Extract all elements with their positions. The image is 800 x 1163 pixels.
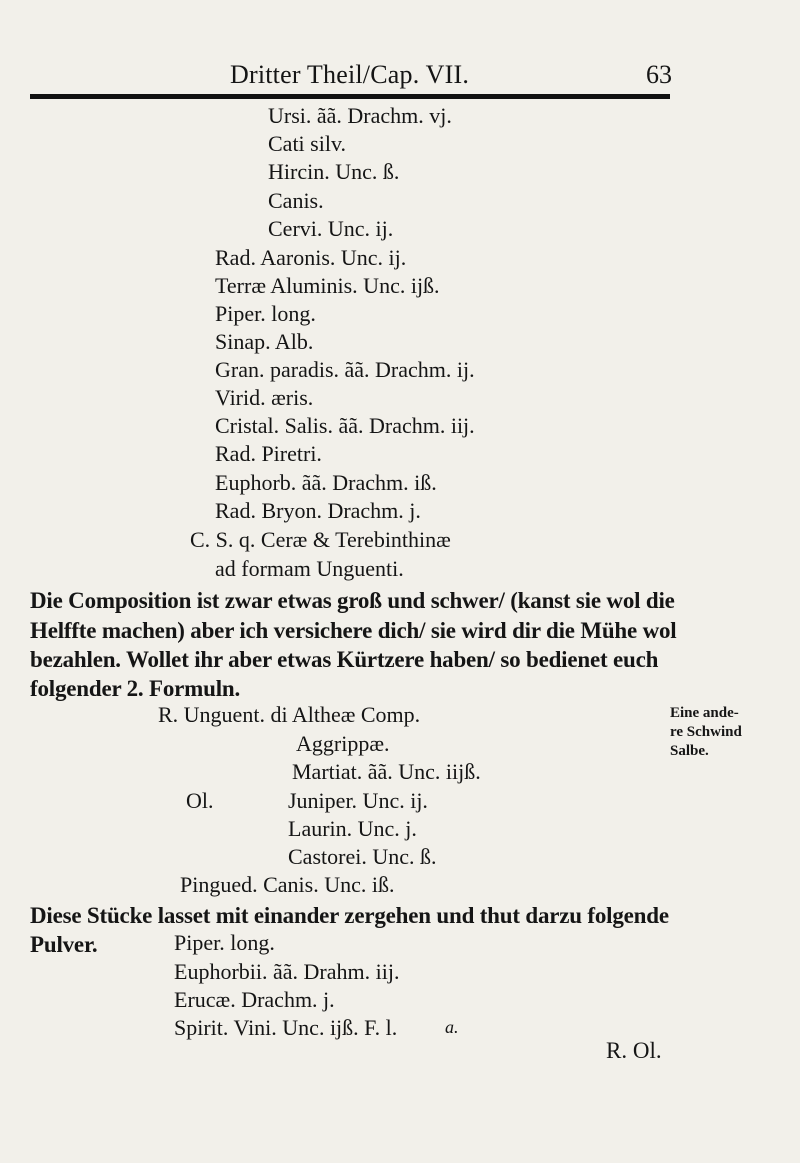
- recipe-line: Piper. long.: [174, 930, 275, 955]
- recipe-line: Ol.: [186, 788, 214, 813]
- recipe-line: Euphorbii. ãã. Drahm. iij.: [174, 959, 400, 984]
- recipe-line: Rad. Aaronis. Unc. ij.: [215, 245, 407, 270]
- recipe-line: Virid. æris.: [215, 385, 314, 410]
- recipe-line: Hircin. Unc. ß.: [268, 159, 400, 184]
- margin-note-line: Eine ande-: [670, 705, 739, 721]
- recipe-line: Sinap. Alb.: [215, 329, 314, 354]
- recipe-line: C. S. q. Ceræ & Terebinthinæ: [190, 527, 451, 552]
- recipe-line: Gran. paradis. ãã. Drachm. ij.: [215, 357, 475, 382]
- prose-line: Diese Stücke lasset mit einander zergehen und thut darzu folgende: [30, 903, 669, 928]
- recipe-line: ad formam Unguenti.: [215, 556, 404, 581]
- margin-note-line: re Schwind: [670, 724, 742, 740]
- recipe-line: Rad. Bryon. Drachm. j.: [215, 498, 421, 523]
- margin-note-line: Salbe.: [670, 743, 709, 759]
- recipe-line: Terræ Aluminis. Unc. ijß.: [215, 273, 440, 298]
- header-rule: [30, 94, 670, 99]
- recipe-line: Spirit. Vini. Unc. ijß. F. l.: [174, 1015, 398, 1040]
- recipe-line: Rad. Piretri.: [215, 441, 322, 466]
- recipe-line: Cristal. Salis. ãã. Drachm. iij.: [215, 413, 475, 438]
- prose-line: bezahlen. Wollet ihr aber etwas Kürtzere haben/ so bedienet euch: [30, 647, 659, 672]
- recipe-line: Erucæ. Drachm. j.: [174, 987, 335, 1012]
- recipe-line: R. Unguent. di Altheæ Comp.: [158, 702, 421, 727]
- page-number: 63: [646, 60, 672, 89]
- running-header: Dritter Theil/Cap. VII.: [230, 60, 470, 89]
- recipe-line: Castorei. Unc. ß.: [288, 844, 437, 869]
- recipe-line: Piper. long.: [215, 301, 316, 326]
- catchword: R. Ol.: [606, 1038, 662, 1063]
- recipe-line: Canis.: [268, 188, 324, 213]
- recipe-line: Pingued. Canis. Unc. iß.: [180, 872, 395, 897]
- recipe-line: Euphorb. ãã. Drachm. iß.: [215, 470, 437, 495]
- recipe-line: Martiat. ãã. Unc. iijß.: [292, 759, 481, 784]
- recipe-line: Cati silv.: [268, 131, 347, 156]
- prose-line: Die Composition ist zwar etwas groß und schwer/ (kanst sie wol die: [30, 588, 675, 613]
- prose-line: Helffte machen) aber ich versichere dich/ sie wird dir die Mühe wol: [30, 618, 677, 643]
- prose-line: folgender 2. Formuln.: [30, 676, 241, 701]
- recipe-line: Aggrippæ.: [296, 731, 390, 756]
- recipe-line: Ursi. ãã. Drachm. vj.: [268, 103, 452, 128]
- prose-line: Pulver.: [30, 932, 98, 957]
- margin-note: [670, 704, 742, 761]
- recipe-line: Juniper. Unc. ij.: [288, 788, 428, 813]
- recipe-line: Cervi. Unc. ij.: [268, 216, 394, 241]
- ink-flourish: a.: [445, 1017, 459, 1037]
- recipe-line: Laurin. Unc. j.: [288, 816, 417, 841]
